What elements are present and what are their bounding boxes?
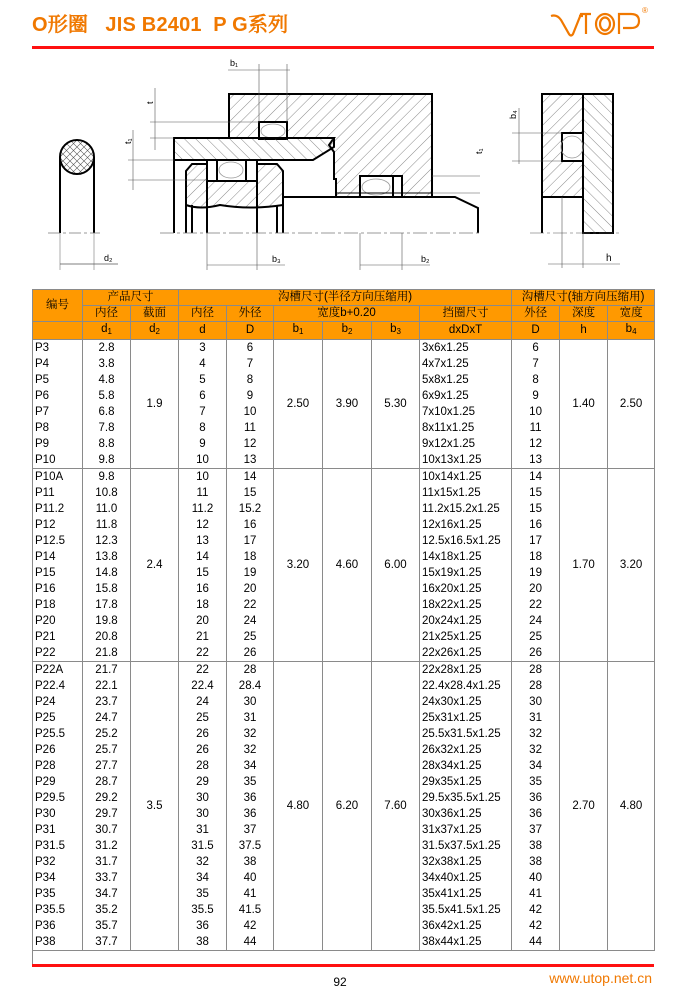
cell-d1: 6.8 [83,404,131,420]
cell-b4: 2.50 [608,340,655,469]
cell-axial-D: 9 [512,388,560,404]
cell-d: 30 [179,790,227,806]
cell-axial-D: 7 [512,356,560,372]
cell-b4: 3.20 [608,469,655,662]
cell-d1: 2.8 [83,340,131,357]
cell-retainer: 16x20x1.25 [420,581,512,597]
cell-D: 31 [227,710,274,726]
header-depth: 深度 [560,306,608,322]
cell-d: 10 [179,452,227,469]
cell-retainer: 10x13x1.25 [420,452,512,469]
cell-D: 16 [227,517,274,533]
cell-D: 15.2 [227,501,274,517]
cell-d: 22.4 [179,678,227,694]
cell-axial-D: 25 [512,629,560,645]
cell-d1: 10.8 [83,485,131,501]
cell-retainer: 25x31x1.25 [420,710,512,726]
cell-code: P22.4 [33,678,83,694]
header-rule [32,46,654,49]
cell-axial-D: 18 [512,549,560,565]
cell-d: 15 [179,565,227,581]
table-row [33,662,655,679]
cell-axial-D: 32 [512,726,560,742]
cell-axial-D: 40 [512,870,560,886]
cell-b3: 6.00 [372,469,420,662]
cell-D: 37.5 [227,838,274,854]
cell-axial-D: 13 [512,452,560,469]
cell-retainer: 20x24x1.25 [420,613,512,629]
cell-d: 10 [179,469,227,486]
cell-D: 41 [227,886,274,902]
table-row [33,340,655,357]
cell-D: 8 [227,372,274,388]
label-t1-right: t₁ [474,148,484,154]
footer-rule [32,964,654,967]
cell-retainer: 21x25x1.25 [420,629,512,645]
cell-d1: 25.7 [83,742,131,758]
cell-axial-D: 28 [512,662,560,679]
cell-d1: 33.7 [83,870,131,886]
cell-d1: 12.3 [83,533,131,549]
cell-axial-D: 36 [512,806,560,822]
table-frame-edge [32,946,33,966]
cell-d1: 31.7 [83,854,131,870]
header-sym-d2: $d_2$ [131,322,179,340]
cell-b3: 7.60 [372,662,420,951]
cell-retainer: 29.5x35.5x1.25 [420,790,512,806]
cell-b2: 4.60 [323,469,372,662]
cell-d1: 9.8 [83,452,131,469]
header-sym-axD: D [512,322,560,340]
cell-code: P5 [33,372,83,388]
groove-cross-section-drawing [0,50,680,282]
cell-code: P22 [33,645,83,662]
cell-d: 29 [179,774,227,790]
cell-code: P26 [33,742,83,758]
cell-d1: 9.8 [83,469,131,486]
website-link[interactable]: www.utop.net.cn [549,970,652,986]
cell-axial-D: 38 [512,854,560,870]
cell-D: 32 [227,742,274,758]
cell-d: 7 [179,404,227,420]
cell-d: 9 [179,436,227,452]
cell-code: P12 [33,517,83,533]
cell-retainer: 38x44x1.25 [420,934,512,951]
header-retainer: 挡圈尺寸 [420,306,512,322]
cell-retainer: 31.5x37.5x1.25 [420,838,512,854]
cell-d1: 11.8 [83,517,131,533]
cell-D: 40 [227,870,274,886]
cell-code: P11.2 [33,501,83,517]
cell-d: 14 [179,549,227,565]
cell-axial-D: 19 [512,565,560,581]
cell-h: 2.70 [560,662,608,951]
cell-retainer: 8x11x1.25 [420,420,512,436]
cell-d1: 19.8 [83,613,131,629]
cell-d: 25 [179,710,227,726]
cell-D: 28.4 [227,678,274,694]
cell-retainer: 10x14x1.25 [420,469,512,486]
cell-D: 28 [227,662,274,679]
cell-d2: 1.9 [131,340,179,469]
cell-axial-D: 16 [512,517,560,533]
label-t1: t₁ [123,138,133,144]
cell-axial-D: 24 [512,613,560,629]
label-t: t [145,101,155,104]
cell-D: 38 [227,854,274,870]
cell-code: P35.5 [33,902,83,918]
cell-d: 11 [179,485,227,501]
label-b2: b₂ [421,254,430,264]
cell-axial-D: 20 [512,581,560,597]
label-b4: b₄ [508,110,518,119]
cell-d: 5 [179,372,227,388]
cell-code: P31 [33,822,83,838]
cell-retainer: 25.5x31.5x1.25 [420,726,512,742]
cell-code: P38 [33,934,83,951]
cell-retainer: 18x22x1.25 [420,597,512,613]
header-code: 编号 [33,290,83,322]
cell-d2: 2.4 [131,469,179,662]
cell-b3: 5.30 [372,340,420,469]
cell-code: P22A [33,662,83,679]
cell-retainer: 7x10x1.25 [420,404,512,420]
cell-code: P11 [33,485,83,501]
cell-D: 18 [227,549,274,565]
cell-d: 18 [179,597,227,613]
cell-axial-D: 10 [512,404,560,420]
cell-d: 31.5 [179,838,227,854]
cell-d: 6 [179,388,227,404]
cell-axial-D: 37 [512,822,560,838]
cell-code: P16 [33,581,83,597]
label-b1: b₁ [230,58,239,68]
cell-D: 17 [227,533,274,549]
cell-d1: 29.7 [83,806,131,822]
cell-code: P25.5 [33,726,83,742]
cell-D: 20 [227,581,274,597]
header-sym-b4: $b_4$ [608,322,655,340]
cell-d1: 15.8 [83,581,131,597]
cell-retainer: 14x18x1.25 [420,549,512,565]
cell-axial-D: 42 [512,918,560,934]
cell-d1: 21.7 [83,662,131,679]
cell-d: 35.5 [179,902,227,918]
cell-d1: 31.2 [83,838,131,854]
header-sym-b2: $b_2$ [323,322,372,340]
utop-logo [549,4,649,40]
cell-D: 15 [227,485,274,501]
cell-retainer: 24x30x1.25 [420,694,512,710]
cell-D: 32 [227,726,274,742]
cell-d1: 3.8 [83,356,131,372]
axial-section [542,94,613,233]
cell-code: P3 [33,340,83,357]
cell-D: 11 [227,420,274,436]
cell-d1: 5.8 [83,388,131,404]
cell-axial-D: 8 [512,372,560,388]
cell-d1: 24.7 [83,710,131,726]
cell-D: 41.5 [227,902,274,918]
cell-axial-D: 28 [512,678,560,694]
cell-retainer: 11x15x1.25 [420,485,512,501]
header-sym-dxDxT: dxDxT [420,322,512,340]
cell-axial-D: 35 [512,774,560,790]
cell-d: 31 [179,822,227,838]
header-axial-outer: 外径 [512,306,560,322]
cell-D: 24 [227,613,274,629]
cell-retainer: 31x37x1.25 [420,822,512,838]
cell-d1: 35.7 [83,918,131,934]
cell-d: 32 [179,854,227,870]
cell-code: P32 [33,854,83,870]
cell-d: 3 [179,340,227,357]
cell-h: 1.40 [560,340,608,469]
cell-h: 1.70 [560,469,608,662]
cell-d: 26 [179,742,227,758]
cell-axial-D: 36 [512,790,560,806]
cell-retainer: 22.4x28.4x1.25 [420,678,512,694]
cell-d: 13 [179,533,227,549]
cell-D: 19 [227,565,274,581]
cell-axial-D: 26 [512,645,560,662]
cell-D: 36 [227,790,274,806]
cell-d: 8 [179,420,227,436]
registered-mark: ® [642,6,648,15]
cell-retainer: 3x6x1.25 [420,340,512,357]
cell-d: 28 [179,758,227,774]
label-d2: d₂ [104,253,113,263]
cell-code: P10 [33,452,83,469]
cell-axial-D: 6 [512,340,560,357]
cell-retainer: 22x28x1.25 [420,662,512,679]
cell-d1: 21.8 [83,645,131,662]
cell-retainer: 35.5x41.5x1.25 [420,902,512,918]
cell-retainer: 12.5x16.5x1.25 [420,533,512,549]
cell-d: 30 [179,806,227,822]
cell-d: 26 [179,726,227,742]
cell-b2: 3.90 [323,340,372,469]
header-inner-dia: 内径 [83,306,131,322]
cell-code: P14 [33,549,83,565]
header-sym-d1: $d_1$ [83,322,131,340]
cell-code: P9 [33,436,83,452]
cell-axial-D: 22 [512,597,560,613]
cell-D: 42 [227,918,274,934]
cell-D: 14 [227,469,274,486]
cell-d1: 13.8 [83,549,131,565]
cell-retainer: 5x8x1.25 [420,372,512,388]
cell-d1: 25.2 [83,726,131,742]
cell-axial-D: 12 [512,436,560,452]
header-sym-b1: $b_1$ [274,322,323,340]
cell-code: P29 [33,774,83,790]
cell-D: 7 [227,356,274,372]
cell-d1: 30.7 [83,822,131,838]
cell-D: 6 [227,340,274,357]
cell-code: P30 [33,806,83,822]
cell-axial-D: 14 [512,469,560,486]
header-sym-D: D [227,322,274,340]
cell-code: P29.5 [33,790,83,806]
cell-d1: 8.8 [83,436,131,452]
cell-code: P25 [33,710,83,726]
cell-d: 11.2 [179,501,227,517]
label-b3: b₃ [272,254,281,264]
cell-retainer: 15x19x1.25 [420,565,512,581]
cell-D: 37 [227,822,274,838]
cell-D: 44 [227,934,274,951]
cell-retainer: 22x26x1.25 [420,645,512,662]
cell-retainer: 9x12x1.25 [420,436,512,452]
cell-code: P35 [33,886,83,902]
header-product-size: 产品尺寸 [83,290,179,306]
cell-d: 36 [179,918,227,934]
cell-d1: 23.7 [83,694,131,710]
o-ring-spec-table [32,289,655,951]
cell-b1: 2.50 [274,340,323,469]
cell-d: 24 [179,694,227,710]
cell-axial-D: 15 [512,501,560,517]
cell-d1: 27.7 [83,758,131,774]
cell-code: P15 [33,565,83,581]
cell-retainer: 32x38x1.25 [420,854,512,870]
cell-d1: 14.8 [83,565,131,581]
cell-D: 26 [227,645,274,662]
cell-d1: 17.8 [83,597,131,613]
cell-D: 13 [227,452,274,469]
cell-code: P7 [33,404,83,420]
cell-axial-D: 31 [512,710,560,726]
cell-d1: 28.7 [83,774,131,790]
cell-D: 36 [227,806,274,822]
cell-retainer: 12x16x1.25 [420,517,512,533]
cell-D: 12 [227,436,274,452]
cell-code: P34 [33,870,83,886]
cell-code: P10A [33,469,83,486]
cell-code: P8 [33,420,83,436]
cell-d1: 7.8 [83,420,131,436]
header-groove-outer: 外径 [227,306,274,322]
cell-code: P36 [33,918,83,934]
cell-d1: 4.8 [83,372,131,388]
cell-retainer: 36x42x1.25 [420,918,512,934]
cell-d1: 11.0 [83,501,131,517]
cell-b2: 6.20 [323,662,372,951]
cell-D: 25 [227,629,274,645]
page-title: O形圈 JIS B2401 P G系列 [32,14,289,36]
cell-axial-D: 41 [512,886,560,902]
cell-axial-D: 30 [512,694,560,710]
cell-axial-D: 44 [512,934,560,951]
table-row [33,469,655,486]
cell-D: 22 [227,597,274,613]
cell-axial-D: 15 [512,485,560,501]
cell-d: 4 [179,356,227,372]
header-axial-width: 宽度 [608,306,655,322]
cell-retainer: 29x35x1.25 [420,774,512,790]
cell-retainer: 11.2x15.2x1.25 [420,501,512,517]
o-ring-section [48,140,118,270]
cell-d1: 34.7 [83,886,131,902]
cell-b4: 4.80 [608,662,655,951]
cell-axial-D: 42 [512,902,560,918]
cell-d1: 37.7 [83,934,131,951]
cell-d1: 29.2 [83,790,131,806]
cell-code: P6 [33,388,83,404]
cell-retainer: 4x7x1.25 [420,356,512,372]
header-width: 宽度b+0.20 [274,306,420,322]
cell-d: 35 [179,886,227,902]
cell-code: P21 [33,629,83,645]
header-sym-d: d [179,322,227,340]
header-groove-radial: 沟槽尺寸(半径方向压缩用) [179,290,512,306]
header-groove-axial: 沟槽尺寸(轴方向压缩用) [512,290,655,306]
cell-retainer: 26x32x1.25 [420,742,512,758]
header-sym-h: h [560,322,608,340]
cell-code: P31.5 [33,838,83,854]
cell-d: 21 [179,629,227,645]
cell-d: 22 [179,662,227,679]
cell-retainer: 6x9x1.25 [420,388,512,404]
header-cross-section: 截面 [131,306,179,322]
spec-table-body [33,340,655,951]
cell-code: P12.5 [33,533,83,549]
cell-axial-D: 38 [512,838,560,854]
cell-code: P28 [33,758,83,774]
cell-axial-D: 32 [512,742,560,758]
header-groove-inner: 内径 [179,306,227,322]
cell-retainer: 28x34x1.25 [420,758,512,774]
cell-axial-D: 17 [512,533,560,549]
header-code-spacer [33,322,83,340]
cell-b1: 4.80 [274,662,323,951]
cell-d: 22 [179,645,227,662]
cell-d1: 22.1 [83,678,131,694]
cell-code: P4 [33,356,83,372]
label-h: h [606,253,612,264]
assembly-section [174,94,478,233]
cell-d: 20 [179,613,227,629]
cell-code: P18 [33,597,83,613]
cell-d1: 35.2 [83,902,131,918]
cell-d: 12 [179,517,227,533]
cell-d: 38 [179,934,227,951]
cell-D: 9 [227,388,274,404]
cell-code: P24 [33,694,83,710]
cell-D: 10 [227,404,274,420]
cell-d: 34 [179,870,227,886]
cell-retainer: 30x36x1.25 [420,806,512,822]
cell-D: 35 [227,774,274,790]
header-sym-b3: $b_3$ [372,322,420,340]
cell-b1: 3.20 [274,469,323,662]
cell-retainer: 34x40x1.25 [420,870,512,886]
cell-d: 16 [179,581,227,597]
cell-D: 34 [227,758,274,774]
cell-retainer: 35x41x1.25 [420,886,512,902]
cell-D: 30 [227,694,274,710]
cell-d1: 20.8 [83,629,131,645]
cell-code: P20 [33,613,83,629]
page-number: 92 [333,975,347,989]
cell-axial-D: 34 [512,758,560,774]
cell-d2: 3.5 [131,662,179,951]
cell-axial-D: 11 [512,420,560,436]
